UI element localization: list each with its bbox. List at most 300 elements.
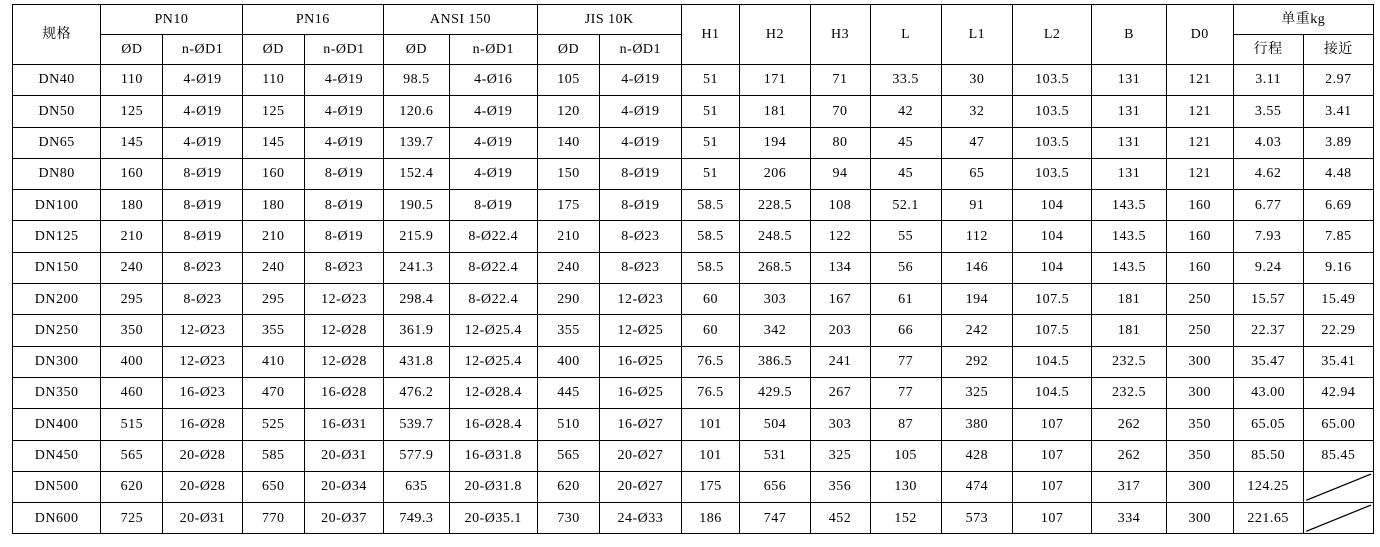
table-cell: 110 — [101, 65, 163, 96]
table-cell: 85.45 — [1303, 440, 1373, 471]
table-row — [13, 377, 1374, 408]
table-cell: 573 — [941, 503, 1012, 534]
header-pn16-od: ØD — [242, 35, 304, 65]
table-cell: 565 — [101, 440, 163, 471]
table-cell: 325 — [941, 377, 1012, 408]
table-row — [13, 503, 1374, 534]
table-cell: 16-Ø31.8 — [449, 440, 537, 471]
header-spec: 规格 — [13, 5, 101, 65]
table-cell: 3.55 — [1233, 96, 1303, 127]
table-cell: 58.5 — [681, 190, 740, 221]
table-cell: 8-Ø19 — [163, 158, 242, 189]
table-cell: 9.24 — [1233, 252, 1303, 283]
table-cell: 98.5 — [384, 65, 450, 96]
table-cell: 206 — [740, 158, 810, 189]
table-cell: 210 — [537, 221, 599, 252]
table-cell: 20-Ø31 — [163, 503, 242, 534]
table-cell: 105 — [870, 440, 941, 471]
table-cell: 350 — [1166, 409, 1233, 440]
row-spec-label: DN50 — [13, 96, 101, 127]
table-cell: 152.4 — [384, 158, 450, 189]
table-cell: 180 — [242, 190, 304, 221]
table-cell: 300 — [1166, 377, 1233, 408]
table-cell: 8-Ø23 — [163, 252, 242, 283]
table-cell: 125 — [242, 96, 304, 127]
table-cell: 4-Ø19 — [449, 96, 537, 127]
table-cell: 160 — [242, 158, 304, 189]
table-cell: 22.37 — [1233, 315, 1303, 346]
table-cell: 107 — [1013, 471, 1092, 502]
table-cell: 60 — [681, 284, 740, 315]
table-cell: 4-Ø19 — [304, 65, 383, 96]
table-cell: 12-Ø23 — [163, 315, 242, 346]
table-cell: 167 — [810, 284, 870, 315]
row-spec-label: DN350 — [13, 377, 101, 408]
row-spec-label: DN400 — [13, 409, 101, 440]
row-spec-label: DN500 — [13, 471, 101, 502]
table-cell: 12-Ø23 — [163, 346, 242, 377]
table-cell: 80 — [810, 127, 870, 158]
table-cell-empty-diagonal — [1303, 503, 1373, 534]
header-group-pn16: PN16 — [242, 5, 383, 35]
table-cell: 241 — [810, 346, 870, 377]
row-spec-label: DN150 — [13, 252, 101, 283]
table-cell: 240 — [537, 252, 599, 283]
table-cell: 65.00 — [1303, 409, 1373, 440]
table-cell: 452 — [810, 503, 870, 534]
header-group-ansi150: ANSI 150 — [384, 5, 538, 35]
table-cell: 504 — [740, 409, 810, 440]
table-cell: 656 — [740, 471, 810, 502]
table-cell: 122 — [810, 221, 870, 252]
table-cell: 250 — [1166, 284, 1233, 315]
table-cell: 131 — [1092, 127, 1167, 158]
table-cell: 4-Ø19 — [163, 65, 242, 96]
diagonal-strike-icon — [1304, 472, 1373, 502]
table-cell: 35.41 — [1303, 346, 1373, 377]
table-cell: 12-Ø28 — [304, 346, 383, 377]
table-cell: 350 — [1166, 440, 1233, 471]
table-cell: 470 — [242, 377, 304, 408]
row-spec-label: DN450 — [13, 440, 101, 471]
table-cell: 4-Ø19 — [449, 158, 537, 189]
table-cell: 121 — [1166, 65, 1233, 96]
table-cell: 121 — [1166, 127, 1233, 158]
table-cell: 7.85 — [1303, 221, 1373, 252]
header-group-jis10k: JIS 10K — [537, 5, 681, 35]
diagonal-strike-icon — [1304, 503, 1373, 533]
table-cell: 577.9 — [384, 440, 450, 471]
table-row — [13, 190, 1374, 221]
table-cell: 61 — [870, 284, 941, 315]
table-cell: 145 — [242, 127, 304, 158]
table-cell: 20-Ø31.8 — [449, 471, 537, 502]
table-cell: 3.41 — [1303, 96, 1373, 127]
table-cell: 325 — [810, 440, 870, 471]
table-cell: 107 — [1013, 503, 1092, 534]
table-cell: 303 — [810, 409, 870, 440]
table-cell: 525 — [242, 409, 304, 440]
table-cell: 539.7 — [384, 409, 450, 440]
table-cell: 103.5 — [1013, 158, 1092, 189]
table-cell: 361.9 — [384, 315, 450, 346]
table-cell: 350 — [101, 315, 163, 346]
table-row — [13, 315, 1374, 346]
table-cell: 20-Ø27 — [600, 471, 681, 502]
table-cell: 104 — [1013, 252, 1092, 283]
table-cell: 16-Ø28 — [163, 409, 242, 440]
table-cell: 51 — [681, 96, 740, 127]
table-cell: 295 — [101, 284, 163, 315]
table-cell: 267 — [810, 377, 870, 408]
table-cell: 292 — [941, 346, 1012, 377]
table-cell: 620 — [537, 471, 599, 502]
table-cell: 300 — [1166, 471, 1233, 502]
table-cell: 181 — [1092, 315, 1167, 346]
table-cell: 101 — [681, 440, 740, 471]
row-spec-label: DN125 — [13, 221, 101, 252]
table-cell: 160 — [1166, 221, 1233, 252]
header-d0: D0 — [1166, 5, 1233, 65]
row-spec-label: DN300 — [13, 346, 101, 377]
table-cell: 55 — [870, 221, 941, 252]
table-cell: 160 — [1166, 252, 1233, 283]
table-cell: 510 — [537, 409, 599, 440]
table-cell: 3.89 — [1303, 127, 1373, 158]
header-h2: H2 — [740, 5, 810, 65]
table-cell: 103.5 — [1013, 96, 1092, 127]
table-cell: 194 — [740, 127, 810, 158]
table-cell: 42.94 — [1303, 377, 1373, 408]
table-cell: 386.5 — [740, 346, 810, 377]
table-cell: 20-Ø27 — [600, 440, 681, 471]
table-cell: 749.3 — [384, 503, 450, 534]
table-cell: 52.1 — [870, 190, 941, 221]
header-weight-xingcheng: 行程 — [1233, 35, 1303, 65]
table-cell: 4-Ø19 — [449, 127, 537, 158]
table-cell: 70 — [810, 96, 870, 127]
table-row — [13, 65, 1374, 96]
table-cell: 770 — [242, 503, 304, 534]
table-cell: 58.5 — [681, 252, 740, 283]
table-cell: 8-Ø19 — [600, 190, 681, 221]
table-cell: 8-Ø22.4 — [449, 284, 537, 315]
table-cell: 30 — [941, 65, 1012, 96]
table-cell: 8-Ø23 — [304, 252, 383, 283]
table-row — [13, 221, 1374, 252]
table-cell: 42 — [870, 96, 941, 127]
header-ansi150-nod1: n-ØD1 — [449, 35, 537, 65]
table-cell: 105 — [537, 65, 599, 96]
table-cell: 4-Ø19 — [600, 65, 681, 96]
table-cell: 429.5 — [740, 377, 810, 408]
table-cell: 107.5 — [1013, 315, 1092, 346]
table-cell: 460 — [101, 377, 163, 408]
row-spec-label: DN65 — [13, 127, 101, 158]
header-row-groups — [13, 5, 1374, 35]
table-cell: 107.5 — [1013, 284, 1092, 315]
table-row — [13, 252, 1374, 283]
table-cell: 4-Ø19 — [163, 96, 242, 127]
table-cell: 12-Ø28 — [304, 315, 383, 346]
table-cell: 262 — [1092, 409, 1167, 440]
table-cell: 120.6 — [384, 96, 450, 127]
table-cell: 121 — [1166, 96, 1233, 127]
table-cell: 175 — [681, 471, 740, 502]
table-cell: 56 — [870, 252, 941, 283]
table-cell: 474 — [941, 471, 1012, 502]
table-cell: 303 — [740, 284, 810, 315]
table-cell: 12-Ø25.4 — [449, 315, 537, 346]
table-cell: 51 — [681, 65, 740, 96]
header-jis10k-nod1: n-ØD1 — [600, 35, 681, 65]
table-cell: 380 — [941, 409, 1012, 440]
row-spec-label: DN100 — [13, 190, 101, 221]
table-cell: 6.77 — [1233, 190, 1303, 221]
table-cell: 85.50 — [1233, 440, 1303, 471]
table-cell: 20-Ø34 — [304, 471, 383, 502]
table-cell: 4-Ø19 — [600, 127, 681, 158]
table-cell: 4.03 — [1233, 127, 1303, 158]
table-cell: 16-Ø25 — [600, 346, 681, 377]
table-cell: 180 — [101, 190, 163, 221]
table-cell: 295 — [242, 284, 304, 315]
table-cell-empty-diagonal — [1303, 471, 1373, 502]
table-cell: 71 — [810, 65, 870, 96]
table-cell: 431.8 — [384, 346, 450, 377]
table-cell: 20-Ø31 — [304, 440, 383, 471]
table-cell: 8-Ø19 — [304, 221, 383, 252]
table-row — [13, 284, 1374, 315]
table-cell: 8-Ø19 — [304, 190, 383, 221]
table-cell: 298.4 — [384, 284, 450, 315]
table-cell: 22.29 — [1303, 315, 1373, 346]
table-cell: 104 — [1013, 221, 1092, 252]
table-cell: 108 — [810, 190, 870, 221]
table-cell: 65 — [941, 158, 1012, 189]
table-cell: 445 — [537, 377, 599, 408]
table-cell: 203 — [810, 315, 870, 346]
table-cell: 240 — [242, 252, 304, 283]
table-cell: 12-Ø25 — [600, 315, 681, 346]
table-cell: 20-Ø35.1 — [449, 503, 537, 534]
table-cell: 112 — [941, 221, 1012, 252]
table-cell: 107 — [1013, 440, 1092, 471]
header-l2: L2 — [1013, 5, 1092, 65]
table-cell: 747 — [740, 503, 810, 534]
table-cell: 181 — [740, 96, 810, 127]
table-cell: 12-Ø25.4 — [449, 346, 537, 377]
table-cell: 131 — [1092, 158, 1167, 189]
table-cell: 9.16 — [1303, 252, 1373, 283]
table-cell: 221.65 — [1233, 503, 1303, 534]
table-cell: 131 — [1092, 65, 1167, 96]
header-h3: H3 — [810, 5, 870, 65]
table-cell: 20-Ø37 — [304, 503, 383, 534]
table-cell: 730 — [537, 503, 599, 534]
table-cell: 8-Ø19 — [449, 190, 537, 221]
header-group-weight: 单重kg — [1233, 5, 1373, 35]
table-body — [13, 65, 1374, 534]
table-cell: 107 — [1013, 409, 1092, 440]
table-cell: 428 — [941, 440, 1012, 471]
table-cell: 186 — [681, 503, 740, 534]
table-cell: 140 — [537, 127, 599, 158]
table-cell: 20-Ø28 — [163, 471, 242, 502]
table-cell: 232.5 — [1092, 377, 1167, 408]
table-cell: 124.25 — [1233, 471, 1303, 502]
table-cell: 16-Ø27 — [600, 409, 681, 440]
header-pn10-nod1: n-ØD1 — [163, 35, 242, 65]
table-cell: 130 — [870, 471, 941, 502]
table-cell: 515 — [101, 409, 163, 440]
table-cell: 16-Ø28.4 — [449, 409, 537, 440]
table-cell: 171 — [740, 65, 810, 96]
table-cell: 43.00 — [1233, 377, 1303, 408]
table-cell: 4.48 — [1303, 158, 1373, 189]
table-cell: 45 — [870, 127, 941, 158]
header-jis10k-od: ØD — [537, 35, 599, 65]
table-cell: 8-Ø23 — [600, 221, 681, 252]
table-cell: 8-Ø23 — [600, 252, 681, 283]
table-cell: 121 — [1166, 158, 1233, 189]
table-cell: 65.05 — [1233, 409, 1303, 440]
table-cell: 103.5 — [1013, 65, 1092, 96]
table-cell: 12-Ø23 — [600, 284, 681, 315]
table-cell: 101 — [681, 409, 740, 440]
table-cell: 4-Ø19 — [163, 127, 242, 158]
table-cell: 145 — [101, 127, 163, 158]
table-cell: 242 — [941, 315, 1012, 346]
table-row — [13, 409, 1374, 440]
table-cell: 268.5 — [740, 252, 810, 283]
table-cell: 134 — [810, 252, 870, 283]
table-cell: 120 — [537, 96, 599, 127]
table-cell: 76.5 — [681, 346, 740, 377]
table-cell: 400 — [101, 346, 163, 377]
table-cell: 2.97 — [1303, 65, 1373, 96]
table-cell: 152 — [870, 503, 941, 534]
header-ansi150-od: ØD — [384, 35, 450, 65]
header-pn10-od: ØD — [101, 35, 163, 65]
table-cell: 16-Ø23 — [163, 377, 242, 408]
table-cell: 175 — [537, 190, 599, 221]
table-header — [13, 5, 1374, 65]
table-cell: 4-Ø19 — [304, 96, 383, 127]
table-cell: 262 — [1092, 440, 1167, 471]
table-cell: 60 — [681, 315, 740, 346]
table-cell: 8-Ø23 — [163, 284, 242, 315]
table-cell: 725 — [101, 503, 163, 534]
row-spec-label: DN250 — [13, 315, 101, 346]
table-cell: 8-Ø19 — [163, 221, 242, 252]
table-cell: 143.5 — [1092, 190, 1167, 221]
table-cell: 16-Ø31 — [304, 409, 383, 440]
table-cell: 248.5 — [740, 221, 810, 252]
table-cell: 317 — [1092, 471, 1167, 502]
table-cell: 240 — [101, 252, 163, 283]
table-cell: 20-Ø28 — [163, 440, 242, 471]
table-cell: 241.3 — [384, 252, 450, 283]
table-cell: 47 — [941, 127, 1012, 158]
table-cell: 620 — [101, 471, 163, 502]
row-spec-label: DN200 — [13, 284, 101, 315]
table-cell: 531 — [740, 440, 810, 471]
table-cell: 104.5 — [1013, 377, 1092, 408]
table-cell: 232.5 — [1092, 346, 1167, 377]
table-cell: 66 — [870, 315, 941, 346]
header-l1: L1 — [941, 5, 1012, 65]
table-cell: 210 — [101, 221, 163, 252]
table-cell: 77 — [870, 377, 941, 408]
table-cell: 181 — [1092, 284, 1167, 315]
table-cell: 76.5 — [681, 377, 740, 408]
table-cell: 160 — [1166, 190, 1233, 221]
table-cell: 410 — [242, 346, 304, 377]
table-cell: 3.11 — [1233, 65, 1303, 96]
table-cell: 4.62 — [1233, 158, 1303, 189]
header-weight-jiejin: 接近 — [1303, 35, 1373, 65]
table-cell: 94 — [810, 158, 870, 189]
table-cell: 16-Ø28 — [304, 377, 383, 408]
table-cell: 35.47 — [1233, 346, 1303, 377]
table-cell: 250 — [1166, 315, 1233, 346]
table-cell: 139.7 — [384, 127, 450, 158]
table-cell: 103.5 — [1013, 127, 1092, 158]
table-cell: 77 — [870, 346, 941, 377]
table-cell: 8-Ø19 — [163, 190, 242, 221]
header-b: B — [1092, 5, 1167, 65]
table-cell: 6.69 — [1303, 190, 1373, 221]
table-cell: 143.5 — [1092, 221, 1167, 252]
table-cell: 334 — [1092, 503, 1167, 534]
table-cell: 16-Ø25 — [600, 377, 681, 408]
table-cell: 24-Ø33 — [600, 503, 681, 534]
table-cell: 635 — [384, 471, 450, 502]
table-cell: 476.2 — [384, 377, 450, 408]
table-cell: 215.9 — [384, 221, 450, 252]
table-cell: 91 — [941, 190, 1012, 221]
row-spec-label: DN80 — [13, 158, 101, 189]
table-cell: 585 — [242, 440, 304, 471]
table-cell: 300 — [1166, 503, 1233, 534]
table-cell: 51 — [681, 158, 740, 189]
header-pn16-nod1: n-ØD1 — [304, 35, 383, 65]
table-cell: 131 — [1092, 96, 1167, 127]
table-cell: 150 — [537, 158, 599, 189]
table-cell: 228.5 — [740, 190, 810, 221]
table-cell: 15.49 — [1303, 284, 1373, 315]
table-cell: 58.5 — [681, 221, 740, 252]
table-cell: 194 — [941, 284, 1012, 315]
table-cell: 7.93 — [1233, 221, 1303, 252]
table-cell: 8-Ø22.4 — [449, 221, 537, 252]
table-row — [13, 346, 1374, 377]
table-cell: 12-Ø28.4 — [449, 377, 537, 408]
table-row — [13, 127, 1374, 158]
table-cell: 650 — [242, 471, 304, 502]
table-cell: 290 — [537, 284, 599, 315]
table-cell: 143.5 — [1092, 252, 1167, 283]
table-cell: 12-Ø23 — [304, 284, 383, 315]
row-spec-label: DN40 — [13, 65, 101, 96]
table-cell: 110 — [242, 65, 304, 96]
header-h1: H1 — [681, 5, 740, 65]
table-cell: 8-Ø19 — [304, 158, 383, 189]
table-row — [13, 471, 1374, 502]
row-spec-label: DN600 — [13, 503, 101, 534]
table-cell: 8-Ø19 — [600, 158, 681, 189]
